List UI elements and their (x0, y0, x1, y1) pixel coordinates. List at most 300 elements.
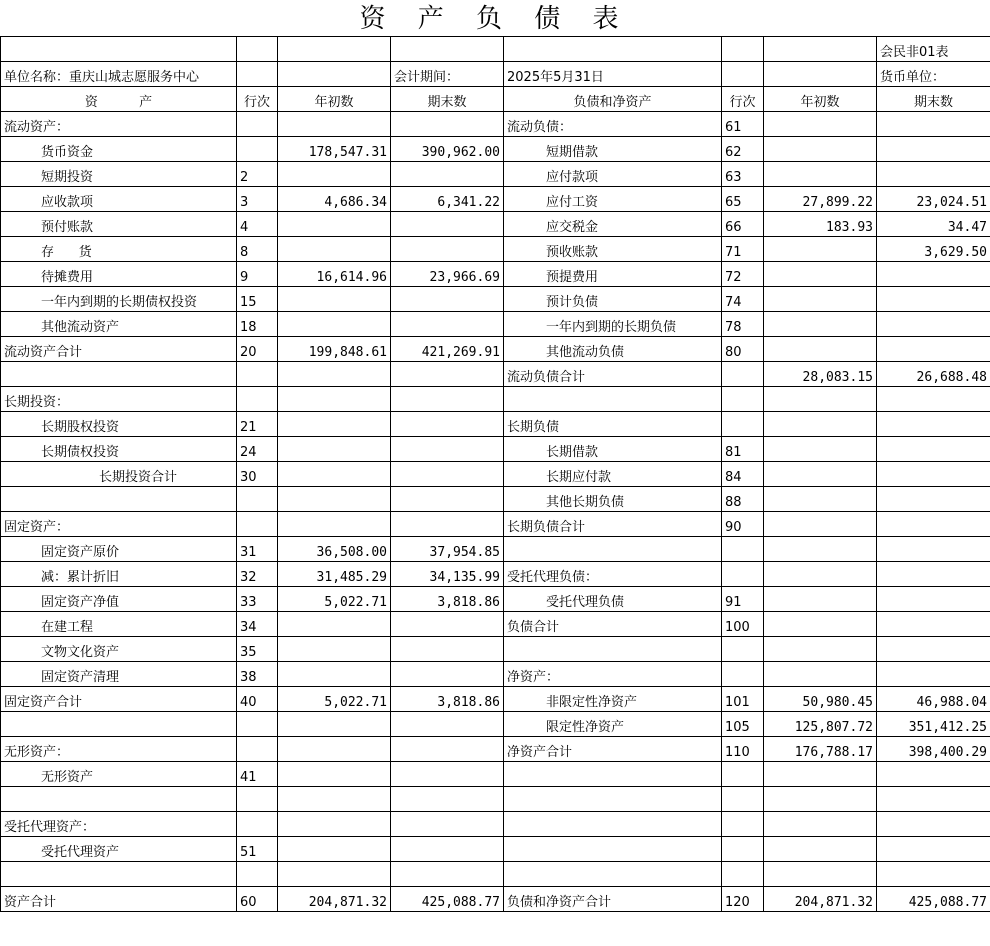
liab-begin: 28,083.15 (764, 362, 877, 387)
liab-end (877, 337, 990, 362)
liab-end (877, 312, 990, 337)
header-end: 期末数 (391, 87, 504, 112)
liab-line: 105 (722, 712, 764, 737)
currency-label: 货币单位： (877, 62, 990, 87)
liab-line: 78 (722, 312, 764, 337)
liab-begin: 176,788.17 (764, 737, 877, 762)
asset-label: 受托代理资产 (1, 837, 237, 862)
liab-label: 其他长期负债 (504, 487, 722, 512)
liab-line: 120 (722, 887, 764, 912)
asset-label: 资产合计 (1, 887, 237, 912)
asset-end (391, 112, 504, 137)
liab-label: 流动负债： (504, 112, 722, 137)
liab-begin (764, 437, 877, 462)
liab-end: 425,088.77 (877, 887, 990, 912)
table-row (1, 287, 990, 312)
header-begin2: 年初数 (764, 87, 877, 112)
header-liab: 负债和净资产 (504, 87, 722, 112)
liab-begin (764, 112, 877, 137)
asset-end (391, 512, 504, 537)
liab-label: 短期借款 (504, 137, 722, 162)
asset-line: 4 (237, 212, 278, 237)
meta-row (1, 62, 990, 87)
liab-line: 80 (722, 337, 764, 362)
liab-label: 一年内到期的长期负债 (504, 312, 722, 337)
asset-label: 减：累计折旧 (1, 562, 237, 587)
liab-begin (764, 487, 877, 512)
liab-end (877, 287, 990, 312)
asset-begin: 4,686.34 (278, 187, 391, 212)
liab-end (877, 262, 990, 287)
liab-label: 长期负债 (504, 412, 722, 437)
asset-line: 38 (237, 662, 278, 687)
liab-line (722, 412, 764, 437)
asset-end: 3,818.86 (391, 587, 504, 612)
asset-end: 37,954.85 (391, 537, 504, 562)
liab-label: 预提费用 (504, 262, 722, 287)
asset-label: 固定资产合计 (1, 687, 237, 712)
cell (391, 37, 504, 62)
blank-top-row (1, 37, 990, 62)
liab-line (722, 837, 764, 862)
asset-begin (278, 437, 391, 462)
asset-begin (278, 112, 391, 137)
asset-label: 固定资产原价 (1, 537, 237, 562)
asset-label: 文物文化资产 (1, 637, 237, 662)
asset-begin (278, 362, 391, 387)
table-row (1, 137, 990, 162)
liab-line (722, 662, 764, 687)
asset-label: 在建工程 (1, 612, 237, 637)
table-row (1, 412, 990, 437)
liab-begin (764, 337, 877, 362)
table-row (1, 737, 990, 762)
liab-line: 66 (722, 212, 764, 237)
liab-label: 净资产合计 (504, 737, 722, 762)
liab-line: 63 (722, 162, 764, 187)
asset-label: 一年内到期的长期债权投资 (1, 287, 237, 312)
asset-begin: 5,022.71 (278, 687, 391, 712)
asset-begin: 16,614.96 (278, 262, 391, 287)
header-line2: 行次 (722, 87, 764, 112)
liab-end (877, 437, 990, 462)
asset-end: 425,088.77 (391, 887, 504, 912)
liab-begin: 183.93 (764, 212, 877, 237)
asset-label (1, 862, 237, 887)
asset-end (391, 637, 504, 662)
liab-begin (764, 512, 877, 537)
liab-begin (764, 662, 877, 687)
liab-line: 65 (722, 187, 764, 212)
liab-label: 净资产： (504, 662, 722, 687)
asset-line: 8 (237, 237, 278, 262)
asset-line: 34 (237, 612, 278, 637)
asset-end (391, 162, 504, 187)
liab-label: 应付工资 (504, 187, 722, 212)
asset-end (391, 487, 504, 512)
liab-end (877, 837, 990, 862)
liab-end: 34.47 (877, 212, 990, 237)
asset-begin (278, 237, 391, 262)
balance-sheet-table (0, 36, 990, 912)
liab-line (722, 537, 764, 562)
liab-begin (764, 837, 877, 862)
asset-line (237, 387, 278, 412)
asset-begin (278, 462, 391, 487)
asset-line: 2 (237, 162, 278, 187)
liab-line (722, 787, 764, 812)
liab-line: 62 (722, 137, 764, 162)
liab-begin (764, 262, 877, 287)
liab-label (504, 837, 722, 862)
liab-begin (764, 537, 877, 562)
asset-begin (278, 862, 391, 887)
asset-begin (278, 162, 391, 187)
liab-line: 81 (722, 437, 764, 462)
liab-begin (764, 812, 877, 837)
table-row (1, 812, 990, 837)
asset-end (391, 762, 504, 787)
asset-line (237, 712, 278, 737)
asset-line: 41 (237, 762, 278, 787)
asset-end: 3,818.86 (391, 687, 504, 712)
liab-begin (764, 587, 877, 612)
liab-line (722, 862, 764, 887)
liab-begin: 125,807.72 (764, 712, 877, 737)
liab-begin (764, 137, 877, 162)
table-row (1, 612, 990, 637)
liab-line: 100 (722, 612, 764, 637)
cell (722, 62, 764, 87)
liab-line (722, 387, 764, 412)
asset-end (391, 362, 504, 387)
asset-line: 31 (237, 537, 278, 562)
asset-begin: 5,022.71 (278, 587, 391, 612)
asset-label: 短期投资 (1, 162, 237, 187)
table-row (1, 587, 990, 612)
liab-begin (764, 562, 877, 587)
asset-end (391, 837, 504, 862)
liab-label (504, 812, 722, 837)
liab-end (877, 512, 990, 537)
liab-line (722, 762, 764, 787)
asset-end: 390,962.00 (391, 137, 504, 162)
cell (764, 62, 877, 87)
asset-label: 长期债权投资 (1, 437, 237, 462)
liab-end (877, 162, 990, 187)
liab-label: 负债和净资产合计 (504, 887, 722, 912)
asset-label (1, 787, 237, 812)
asset-line: 30 (237, 462, 278, 487)
table-row (1, 687, 990, 712)
liab-begin (764, 637, 877, 662)
asset-end (391, 287, 504, 312)
liab-label (504, 387, 722, 412)
liab-line: 72 (722, 262, 764, 287)
table-row (1, 262, 990, 287)
asset-label: 长期股权投资 (1, 412, 237, 437)
asset-label: 预付账款 (1, 212, 237, 237)
liab-begin (764, 412, 877, 437)
asset-end: 23,966.69 (391, 262, 504, 287)
asset-begin: 36,508.00 (278, 537, 391, 562)
asset-line: 20 (237, 337, 278, 362)
liab-line (722, 637, 764, 662)
cell (1, 37, 237, 62)
asset-end (391, 862, 504, 887)
liab-label: 应付款项 (504, 162, 722, 187)
asset-end (391, 212, 504, 237)
asset-label: 长期投资： (1, 387, 237, 412)
table-row (1, 862, 990, 887)
asset-line (237, 862, 278, 887)
asset-end (391, 437, 504, 462)
asset-end (391, 737, 504, 762)
asset-end (391, 462, 504, 487)
table-row (1, 212, 990, 237)
liab-begin (764, 287, 877, 312)
asset-begin: 178,547.31 (278, 137, 391, 162)
asset-line (237, 112, 278, 137)
liab-end (877, 137, 990, 162)
period-value: 2025年5月31日 (504, 62, 722, 87)
liab-label: 预计负债 (504, 287, 722, 312)
asset-label: 流动资产合计 (1, 337, 237, 362)
cell (237, 62, 278, 87)
table-row (1, 562, 990, 587)
asset-line: 32 (237, 562, 278, 587)
asset-line: 33 (237, 587, 278, 612)
asset-begin (278, 712, 391, 737)
liab-end (877, 537, 990, 562)
liab-line: 110 (722, 737, 764, 762)
liab-begin: 50,980.45 (764, 687, 877, 712)
liab-line: 91 (722, 587, 764, 612)
asset-begin (278, 287, 391, 312)
asset-end (391, 612, 504, 637)
asset-begin (278, 737, 391, 762)
liab-end (877, 612, 990, 637)
asset-line: 15 (237, 287, 278, 312)
liab-label: 负债合计 (504, 612, 722, 637)
asset-begin: 204,871.32 (278, 887, 391, 912)
asset-end: 421,269.91 (391, 337, 504, 362)
liab-label: 应交税金 (504, 212, 722, 237)
liab-begin (764, 387, 877, 412)
liab-label (504, 637, 722, 662)
liab-end (877, 662, 990, 687)
table-row (1, 537, 990, 562)
table-row (1, 487, 990, 512)
asset-label: 固定资产清理 (1, 662, 237, 687)
liab-begin (764, 462, 877, 487)
liab-begin (764, 787, 877, 812)
asset-line: 35 (237, 637, 278, 662)
liab-label (504, 762, 722, 787)
asset-end (391, 662, 504, 687)
liab-begin (764, 162, 877, 187)
liab-label: 受托代理负债： (504, 562, 722, 587)
table-row (1, 512, 990, 537)
table-row (1, 337, 990, 362)
asset-end: 34,135.99 (391, 562, 504, 587)
liab-end: 23,024.51 (877, 187, 990, 212)
liab-line: 84 (722, 462, 764, 487)
liab-end (877, 562, 990, 587)
asset-begin: 199,848.61 (278, 337, 391, 362)
liab-begin: 204,871.32 (764, 887, 877, 912)
cell (504, 37, 722, 62)
asset-line: 9 (237, 262, 278, 287)
liab-label: 长期应付款 (504, 462, 722, 487)
form-code: 会民非01表 (877, 37, 990, 62)
table-row (1, 362, 990, 387)
asset-begin (278, 812, 391, 837)
liab-end (877, 862, 990, 887)
asset-end (391, 387, 504, 412)
liab-begin (764, 237, 877, 262)
liab-end (877, 762, 990, 787)
header-end2: 期末数 (877, 87, 990, 112)
table-row (1, 637, 990, 662)
liab-label (504, 862, 722, 887)
liab-end: 26,688.48 (877, 362, 990, 387)
cell (278, 62, 391, 87)
liab-end (877, 787, 990, 812)
asset-line: 60 (237, 887, 278, 912)
asset-begin (278, 637, 391, 662)
cell (237, 37, 278, 62)
asset-begin (278, 412, 391, 437)
liab-line: 74 (722, 287, 764, 312)
asset-line (237, 812, 278, 837)
liab-line (722, 362, 764, 387)
cell (764, 37, 877, 62)
asset-label: 无形资产 (1, 762, 237, 787)
asset-begin (278, 312, 391, 337)
asset-label: 固定资产净值 (1, 587, 237, 612)
asset-label: 受托代理资产： (1, 812, 237, 837)
asset-label (1, 487, 237, 512)
liab-begin (764, 862, 877, 887)
asset-label (1, 712, 237, 737)
period-label: 会计期间： (391, 62, 504, 87)
asset-begin (278, 787, 391, 812)
table-row (1, 312, 990, 337)
asset-label: 应收款项 (1, 187, 237, 212)
liab-end (877, 587, 990, 612)
asset-begin (278, 662, 391, 687)
asset-begin (278, 612, 391, 637)
asset-label: 无形资产： (1, 737, 237, 762)
asset-end (391, 312, 504, 337)
asset-end (391, 787, 504, 812)
header-line: 行次 (237, 87, 278, 112)
cell (722, 37, 764, 62)
report-title: 资 产 负 债 表 (359, 4, 631, 34)
header-begin: 年初数 (278, 87, 391, 112)
liab-begin (764, 312, 877, 337)
liab-line (722, 812, 764, 837)
liab-end (877, 812, 990, 837)
asset-label: 流动资产： (1, 112, 237, 137)
table-row (1, 112, 990, 137)
asset-end (391, 812, 504, 837)
table-row (1, 712, 990, 737)
asset-begin (278, 487, 391, 512)
asset-line (237, 737, 278, 762)
asset-line (237, 137, 278, 162)
liab-end (877, 637, 990, 662)
liab-line (722, 562, 764, 587)
liab-label: 长期借款 (504, 437, 722, 462)
liab-line: 61 (722, 112, 764, 137)
liab-end: 46,988.04 (877, 687, 990, 712)
liab-end: 3,629.50 (877, 237, 990, 262)
liab-label: 非限定性净资产 (504, 687, 722, 712)
liab-end: 351,412.25 (877, 712, 990, 737)
asset-line (237, 362, 278, 387)
liab-label: 长期负债合计 (504, 512, 722, 537)
asset-begin (278, 512, 391, 537)
liab-end: 398,400.29 (877, 737, 990, 762)
cell (278, 37, 391, 62)
asset-label: 长期投资合计 (1, 462, 237, 487)
asset-label: 货币资金 (1, 137, 237, 162)
table-row (1, 387, 990, 412)
unit-name: 单位名称：重庆山城志愿服务中心 (1, 62, 237, 87)
liab-line: 101 (722, 687, 764, 712)
asset-label: 待摊费用 (1, 262, 237, 287)
liab-end (877, 462, 990, 487)
asset-line: 51 (237, 837, 278, 862)
asset-line (237, 487, 278, 512)
table-row (1, 662, 990, 687)
header-asset: 资 产 (1, 87, 237, 112)
asset-line (237, 787, 278, 812)
asset-begin (278, 837, 391, 862)
asset-end (391, 412, 504, 437)
liab-label (504, 537, 722, 562)
table-row (1, 787, 990, 812)
liab-label: 其他流动负债 (504, 337, 722, 362)
asset-label: 其他流动资产 (1, 312, 237, 337)
asset-label (1, 362, 237, 387)
table-row (1, 887, 990, 912)
asset-line: 3 (237, 187, 278, 212)
asset-end (391, 712, 504, 737)
header-row (1, 87, 990, 112)
table-row (1, 437, 990, 462)
liab-line: 90 (722, 512, 764, 537)
liab-label (504, 787, 722, 812)
table-row (1, 237, 990, 262)
asset-begin (278, 212, 391, 237)
asset-end: 6,341.22 (391, 187, 504, 212)
liab-end (877, 487, 990, 512)
asset-line: 18 (237, 312, 278, 337)
asset-begin (278, 387, 391, 412)
table-row (1, 837, 990, 862)
liab-end (877, 412, 990, 437)
asset-line: 24 (237, 437, 278, 462)
liab-end (877, 387, 990, 412)
asset-label: 存 货 (1, 237, 237, 262)
liab-label: 流动负债合计 (504, 362, 722, 387)
asset-begin (278, 762, 391, 787)
asset-begin: 31,485.29 (278, 562, 391, 587)
asset-line: 40 (237, 687, 278, 712)
